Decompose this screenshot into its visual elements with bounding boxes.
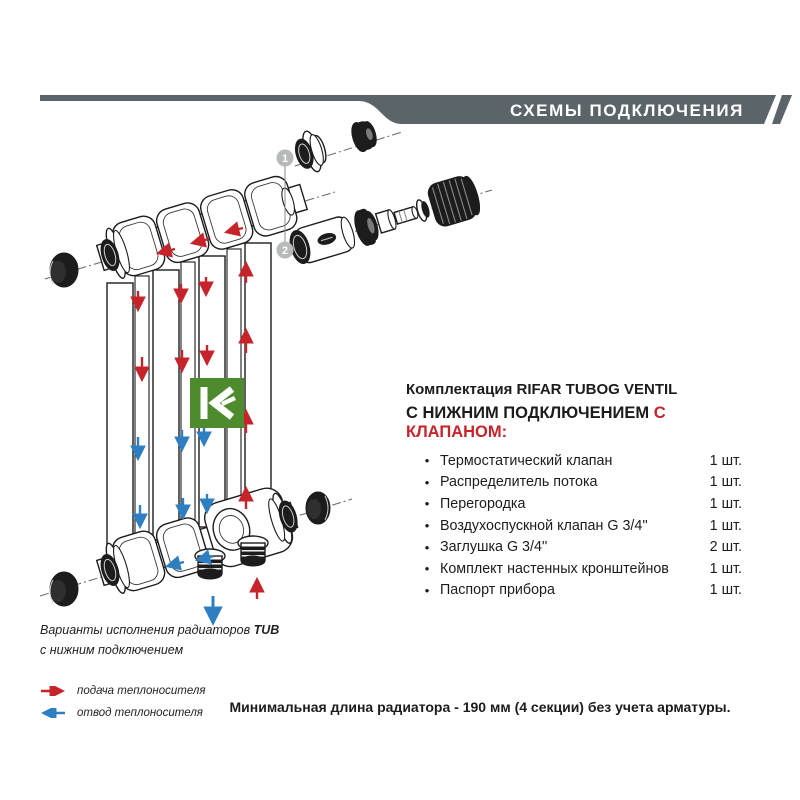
fitting-air-vent [291,112,382,176]
bottom-nipple-supply [238,536,268,566]
parts-title: Комплектация RIFAR TUBOG VENTIL [406,381,678,398]
part-name: Распределитель потока [440,474,598,491]
parts-subtitle [406,404,742,442]
caption-line2: с нижним подключением [40,643,184,657]
part-qty: 1 шт. [709,452,742,469]
part-qty: 1 шт. [709,495,742,512]
part-qty: 1 шт. [709,582,742,599]
bullet-icon: • [424,561,430,577]
callout-1 [277,150,294,167]
part-name: Воздухоспускной клапан G 3/4'' [440,517,648,534]
bullet-icon: • [424,474,430,490]
bullet-icon: • [424,496,430,512]
part-row [406,493,742,515]
bottom-right-cap [306,492,330,524]
svg-text:1: 1 [281,153,289,165]
caption-model: TUB [253,623,280,637]
footnote: Минимальная длина радиатора - 190 мм (4 секции) без учета арматуры. [229,699,731,715]
parts-subtitle-black: С НИЖНИМ ПОДКЛЮЧЕНИЕМ [406,404,650,422]
bullet-icon: • [424,582,430,598]
legend-label-return: отвод теплоносителя [77,707,203,719]
part-row [406,580,742,602]
fitting-thermostatic-valve [285,173,483,271]
part-name: Заглушка G 3/4'' [440,539,548,556]
parts-subtitle-red: С КЛАПАНОМ: [406,404,666,441]
part-row [406,536,742,558]
part-row [406,558,742,580]
part-qty: 2 шт. [709,539,742,556]
svg-text:2: 2 [281,245,289,257]
part-qty: 1 шт. [709,474,742,491]
bullet-icon: • [424,453,430,469]
part-name: Термостатический клапан [440,452,613,469]
callout-2 [277,242,294,259]
diagram-caption [40,620,279,660]
part-name: Паспорт прибора [440,582,555,599]
part-row [406,472,742,494]
bullet-icon: • [424,539,430,555]
caption-line1: Варианты исполнения радиаторов [40,623,251,637]
valve-knurled-knob [426,173,484,229]
part-qty: 1 шт. [709,517,742,534]
brand-logo [190,378,244,428]
page-title: СХЕМЫ ПОДКЛЮЧЕНИЯ [510,101,744,120]
parts-rows [406,450,742,601]
top-left-cap [50,253,78,287]
return-arrow-icon [38,708,68,718]
part-qty: 1 шт. [709,560,742,577]
part-name: Перегородка [440,495,526,512]
bullet-icon: • [424,518,430,534]
supply-arrow-icon [38,686,68,696]
bottom-left-cap [50,572,78,606]
part-name: Комплект настенных кронштейнов [440,560,669,577]
legend-label-supply: подача теплоносителя [77,685,206,697]
part-row [406,515,742,537]
part-row [406,450,742,472]
parts-list [406,381,742,601]
bottom-nipple-return [195,549,225,579]
